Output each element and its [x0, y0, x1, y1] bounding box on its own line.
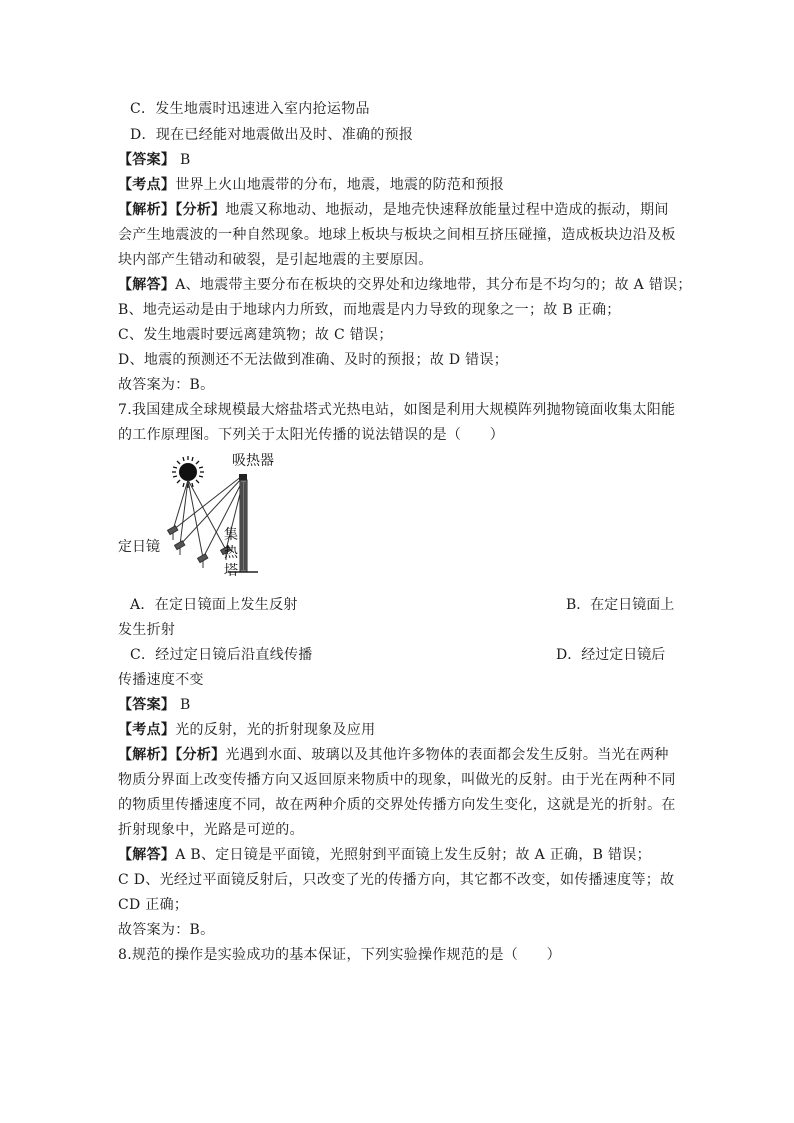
jieda-text: A B、定日镜是平面镜，光照射到平面镜上发生反射；故 A 正确，B 错误；: [175, 847, 651, 863]
heliostat-label: 定日镜: [118, 539, 160, 555]
receiver-label: 吸热器: [232, 453, 274, 469]
q7-jiexi-line1: [118, 746, 669, 764]
q7-stem-line2: 的工作原理图。下列关于太阳光传播的说法错误的是（ ）: [118, 427, 505, 443]
q7-jiexi-line4: 折射现象中，光路是可逆的。: [118, 822, 304, 838]
q7-jieda-line2: C D、光经过平面镜反射后，只改变了光的传播方向，其它都不改变，如传播速度等；故: [118, 872, 675, 888]
q7-answer: [118, 696, 191, 714]
kaodian-tag: 【考点】: [118, 177, 176, 193]
solar-tower-svg: [118, 450, 268, 585]
q6-jieda-line3: C、发生地震时要远离建筑物；故 C 错误；: [118, 327, 393, 343]
kaodian-text: 光的反射，光的折射现象及应用: [175, 722, 376, 738]
jiexi-tag: 【解析】【分析】: [118, 747, 226, 763]
tower-label-1: 集: [224, 527, 238, 543]
q7-option-b: B．在定日镜面上: [566, 597, 675, 613]
solar-tower-diagram: [118, 450, 274, 585]
q6-jiexi-line2: 会产生地震波的一种自然现象。地球上板块与板块之间相互挤压碰撞，造成板块边沿及板: [118, 227, 676, 243]
q7-kaodian: [118, 721, 375, 739]
q7-stem-line1: 7.我国建成全球规模最大熔盐塔式光热电站，如图是利用大规模阵列抛物镜面收集太阳能: [118, 402, 676, 418]
jieda-text: A、地震带主要分布在板块的交界处和边缘地带，其分布是不均匀的；故 A 错误；: [175, 277, 692, 293]
q7-option-c: C．经过定日镜后沿直线传播: [130, 647, 313, 663]
jieda-tag: 【解答】: [118, 277, 176, 293]
q6-jiexi-line1: [118, 201, 669, 219]
q8-stem-line1: 8.规范的操作是实验成功的基本保证，下列实验操作规范的是（ ）: [118, 947, 561, 963]
jiexi-tag: 【解析】【分析】: [118, 202, 226, 218]
q7-jieda-line3: CD 正确；: [118, 897, 189, 913]
q7-option-d: D．经过定日镜后: [556, 647, 666, 663]
q6-option-d: D．现在已经能对地震做出及时、准确的预报: [130, 127, 414, 143]
jiexi-text: 地震又称地动、地振动，是地壳快速释放能量过程中造成的振动，期间: [225, 202, 669, 218]
kaodian-text: 世界上火山地震带的分布，地震，地震的防范和预报: [175, 177, 505, 193]
q7-option-b-cont: 发生折射: [118, 622, 176, 638]
q7-jieda-line1: [118, 846, 651, 864]
q6-jiexi-line3: 块内部产生错动和破裂，是引起地震的主要原因。: [118, 252, 433, 268]
kaodian-tag: 【考点】: [118, 722, 176, 738]
q7-option-a: A．在定日镜面上发生反射: [130, 597, 298, 613]
q6-jieda-line4: D、地震的预测还不无法做到准确、及时的预报；故 D 错误；: [118, 352, 509, 368]
q7-option-d-cont: 传播速度不变: [118, 672, 204, 688]
q6-jieda-line1: [118, 276, 692, 294]
q6-kaodian: [118, 176, 504, 194]
heliostat-mirrors: [168, 526, 231, 568]
answer-tag: 【答案】: [118, 152, 176, 168]
q7-jiexi-line2: 物质分界面上改变传播方向又返回原来物质中的现象，叫做光的反射。由于光在两种不同: [118, 772, 676, 788]
tower-label-3: 塔: [224, 563, 238, 579]
q7-conclusion: 故答案为：B。: [118, 922, 215, 938]
answer-tag: 【答案】: [118, 697, 176, 713]
q6-conclusion: 故答案为：B。: [118, 377, 215, 393]
jieda-tag: 【解答】: [118, 847, 176, 863]
jiexi-text: 光遇到水面、玻璃以及其他许多物体的表面都会发生反射。当光在两种: [225, 747, 669, 763]
q6-answer: [118, 151, 191, 169]
answer-value: B: [175, 697, 191, 713]
answer-value: B: [175, 152, 191, 168]
q7-jiexi-line3: 的物质里传播速度不同，故在两种介质的交界处传播方向发生变化，这就是光的折射。在: [118, 797, 676, 813]
q6-option-c: C．发生地震时迅速进入室内抢运物品: [130, 101, 370, 117]
q6-jieda-line2: B、地壳运动是由于地球内力所致，而地震是内力导致的现象之一；故 B 正确；: [118, 302, 621, 318]
tower-label-2: 热: [224, 545, 238, 561]
